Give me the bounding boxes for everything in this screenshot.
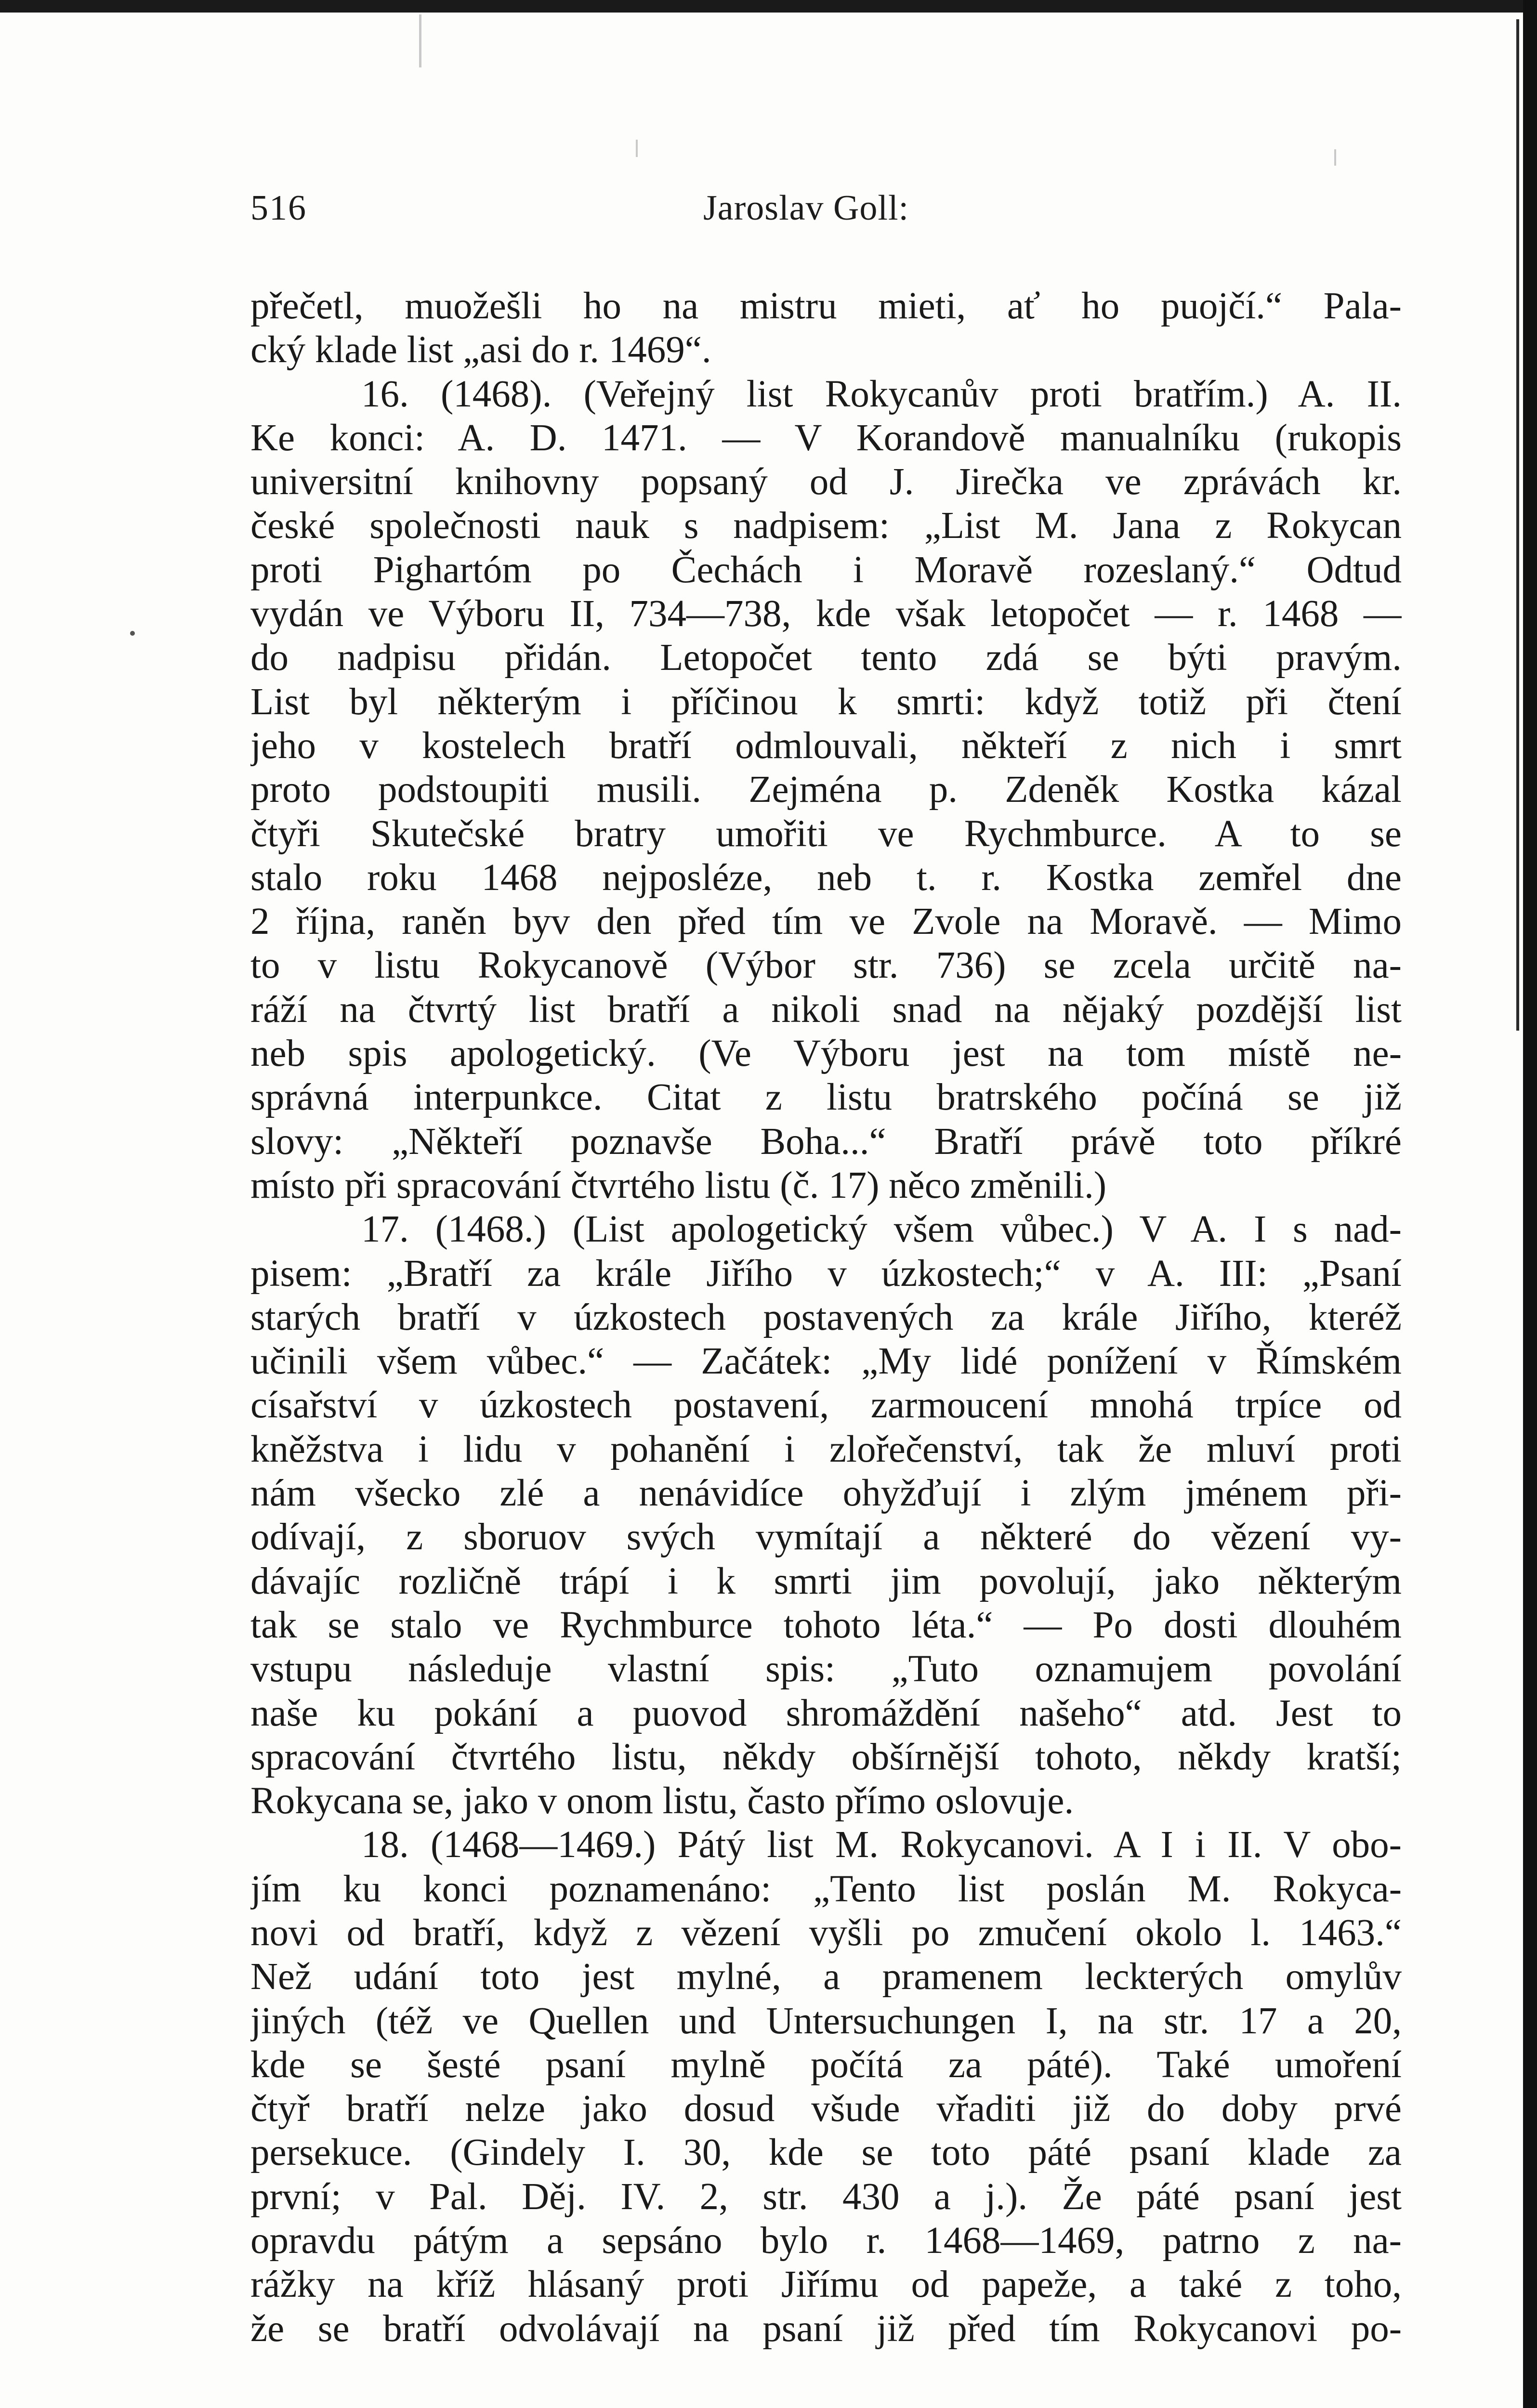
text-line: rážky na kříž hlásaný proti Jiřímu od papeže, a také z toho, [250, 2264, 1402, 2306]
text-line: jím ku konci poznamenáno: „Tento list poslán M. Rokyca- [250, 1868, 1402, 1910]
text-line: císařství v úzkostech postavení, zarmoucení mnohá trpíce od [250, 1384, 1402, 1426]
text-line: vstupu následuje vlastní spis: „Tuto oznamujem povolání [250, 1648, 1402, 1690]
text-line: dávajíc rozličně trápí i k smrti jim povolují, jako některým [250, 1560, 1402, 1602]
text-line: české společnosti nauk s nadpisem: „List M. Jana z Rokycan [250, 505, 1402, 547]
text-line: opravdu pátým a sepsáno bylo r. 1468—1469, patrno z na- [250, 2220, 1402, 2262]
text-line: kde se šesté psaní mylně počítá za páté). Také umoření [250, 2043, 1402, 2086]
text-line: 18. (1468—1469.) Pátý list M. Rokycanovi. A I i II. V obo- [361, 1824, 1402, 1866]
scan-border-right-shadow [1516, 19, 1519, 1031]
text-line: pisem: „Bratří za krále Jiřího v úzkostech;“ v A. III: „Psaní [250, 1252, 1402, 1295]
text-line: cký klade list „asi do r. 1469“. [250, 329, 711, 371]
scan-border-top [0, 0, 1537, 13]
text-line: Než udání toto jest mylné, a pramenem leckterých omylův [250, 1956, 1402, 1998]
text-line: slovy: „Někteří poznavše Boha...“ Bratří právě toto příkré [250, 1120, 1402, 1163]
text-line: 2 října, raněn byv den před tím ve Zvole na Moravě. — Mimo [250, 901, 1402, 943]
running-header [250, 188, 1397, 246]
text-line: čtyři Skutečské bratry umořiti ve Rychmburce. A to se [250, 812, 1402, 855]
text-line: proto podstoupiti musili. Zejména p. Zdeněk Kostka kázal [250, 769, 1402, 811]
text-line: 17. (1468.) (List apologetický všem vůbec.) V A. I s nad- [361, 1208, 1402, 1251]
text-line: ráží na čtvrtý list bratří a nikoli snad na nějaký pozdější list [250, 988, 1402, 1031]
text-line: neb spis apologetický. (Ve Výboru jest na tom místě ne- [250, 1033, 1402, 1075]
text-line: čtyř bratří nelze jako dosud všude vřaditi již do doby prvé [250, 2088, 1402, 2130]
scan-border-right [1523, 0, 1537, 2408]
text-line: naše ku pokání a puovod shromáždění našeho“ atd. Jest to [250, 1692, 1402, 1734]
body-text [250, 284, 1402, 2351]
text-line: jiných (též ve Quellen und Untersuchungen I, na str. 17 a 20, [250, 2000, 1402, 2042]
scan-speck [130, 631, 135, 636]
text-line: přečetl, muožešli ho na mistru mieti, ať ho puojčí.“ Pala- [250, 285, 1402, 327]
text-line: do nadpisu přidán. Letopočet tento zdá se býti pravým. [250, 637, 1402, 679]
text-line: nám všecko zlé a nenávidíce ohyžďují i zlým jménem při- [250, 1472, 1402, 1515]
text-line: správná interpunkce. Citat z listu bratrského počíná se již [250, 1076, 1402, 1119]
running-head-author: Jaroslav Goll: [703, 188, 909, 228]
text-line: vydán ve Výboru II, 734—738, kde však letopočet — r. 1468 — [250, 593, 1402, 635]
scan-speck [419, 14, 421, 67]
text-line: 16. (1468). (Veřejný list Rokycanův proti bratřím.) A. II. [361, 373, 1402, 415]
scan-speck [636, 140, 638, 157]
text-line: to v listu Rokycanově (Výbor str. 736) se zcela určitě na- [250, 944, 1402, 987]
text-line: universitní knihovny popsaný od J. Jirečka ve zprávách kr. [250, 461, 1402, 503]
text-line: že se bratří odvolávají na psaní již před tím Rokycanovi po- [250, 2307, 1402, 2350]
text-line: starých bratří v úzkostech postavených za krále Jiřího, kteréž [250, 1296, 1402, 1338]
scan-speck [1334, 149, 1336, 166]
text-line: stalo roku 1468 nejposléze, neb t. r. Kostka zemřel dne [250, 856, 1402, 899]
text-line: místo při spracování čtvrtého listu (č. 17) něco změnili.) [250, 1164, 1106, 1206]
text-line: první; v Pal. Děj. IV. 2, str. 430 a j.). Že páté psaní jest [250, 2175, 1402, 2218]
text-line: Rokycana se, jako v onom listu, často přímo oslovuje. [250, 1780, 1074, 1822]
text-line: kněžstva i lidu v pohanění i zlořečenství, tak že mluví proti [250, 1428, 1402, 1470]
text-line: List byl některým i příčinou k smrti: když totiž při čtení [250, 681, 1402, 723]
text-line: jeho v kostelech bratří odmlouvali, někteří z nich i smrt [250, 724, 1402, 767]
text-line: odívají, z sboruov svých vymítají a některé do vězení vy- [250, 1516, 1402, 1558]
text-line: proti Pighartóm po Čechách i Moravě rozeslaný.“ Odtud [250, 549, 1402, 591]
text-line: tak se stalo ve Rychmburce tohoto léta.“ — Po dosti dlouhém [250, 1604, 1402, 1646]
text-line: učinili všem vůbec.“ — Začátek: „My lidé ponížení v Římském [250, 1340, 1402, 1383]
text-line: Ke konci: A. D. 1471. — V Korandově manualníku (rukopis [250, 417, 1402, 459]
text-line: novi od bratří, když z vězení vyšli po zmučení okolo l. 1463.“ [250, 1911, 1402, 1954]
text-line: spracování čtvrtého listu, někdy obšírnější tohoto, někdy kratší; [250, 1736, 1402, 1778]
page-number: 516 [250, 188, 307, 228]
text-line: persekuce. (Gindely I. 30, kde se toto páté psaní klade za [250, 2132, 1402, 2174]
